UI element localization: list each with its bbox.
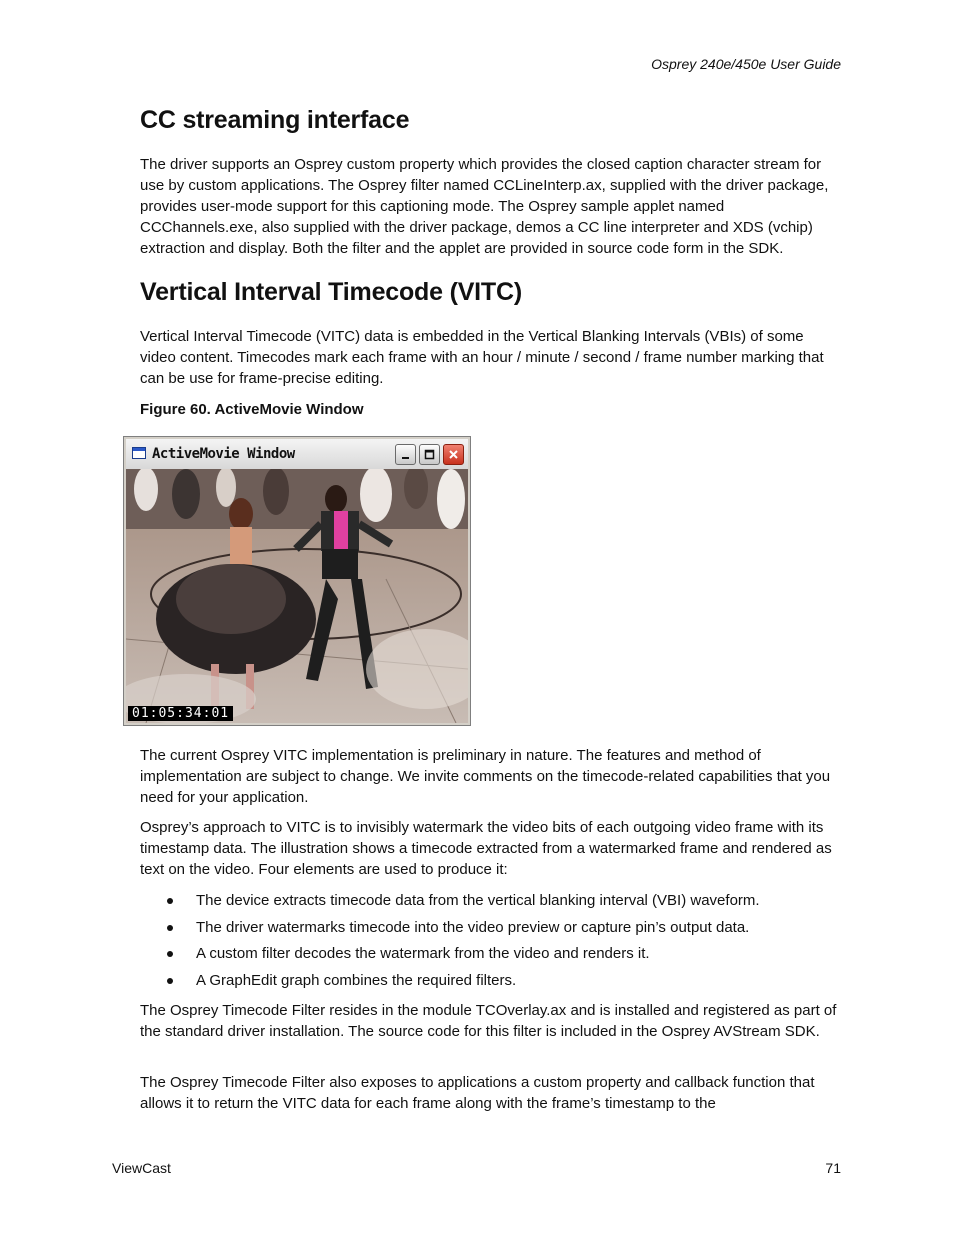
body-paragraph: The current Osprey VITC implementation is preliminary in nature. The features and method of implementation are subject to change. We invite comments on the timecode-related capabilities that you need for your application.	[140, 747, 831, 806]
list-item: A GraphEdit graph combines the required filters.	[140, 970, 840, 991]
timecode-overlay: 01:05:34:01	[128, 706, 233, 721]
bullet-icon	[167, 978, 173, 984]
footer-company: ViewCast	[112, 1160, 171, 1176]
list-item: A custom filter decodes the watermark from the video and renders it.	[140, 943, 840, 964]
figure-caption: Figure 60. ActiveMovie Window	[140, 401, 364, 418]
section-cc-streaming	[140, 106, 840, 135]
maximize-button[interactable]	[419, 444, 440, 465]
list-item: The driver watermarks timecode into the video preview or capture pin’s output data.	[140, 917, 840, 938]
body-paragraph: The driver supports an Osprey custom property which provides the closed caption character stream for use by custom applications. The Osprey filter named CCLineInterp.ax, supplied with the driver package, provides user-mode support for this captioning mode. The Osprey sample applet named CCChannels.exe, also supplied with the driver package, demos a CC line interpreter and XDS (vchip) extraction and display. Both the filter and the applet are provided in source code form in the SDK.	[140, 156, 829, 257]
section-heading: Vertical Interval Timecode (VITC)	[140, 278, 522, 306]
body-paragraph: Vertical Interval Timecode (VITC) data is embedded in the Vertical Blanking Intervals (VBIs) of some video content. Timecodes mark each frame with an hour / minute / second / frame number marking that can be use for frame-precise editing.	[140, 328, 824, 387]
page-number: 71	[825, 1160, 841, 1176]
close-icon	[448, 449, 459, 460]
bullet-list	[140, 890, 840, 991]
bullet-icon	[167, 898, 173, 904]
window-title: ActiveMovie Window	[152, 446, 295, 462]
video-frame	[126, 469, 468, 723]
list-item: The device extracts timecode data from the vertical blanking interval (VBI) waveform.	[140, 890, 840, 911]
body-paragraph: Osprey’s approach to VITC is to invisibly watermark the video bits of each outgoing video frame with its timestamp data. The illustration shows a timecode extracted from a watermarked frame and rendered as text on the video. Four elements are used to produce it:	[140, 819, 832, 878]
section-heading: CC streaming interface	[140, 106, 410, 134]
maximize-icon	[424, 449, 435, 460]
section-vitc	[140, 278, 840, 307]
bullet-icon	[167, 951, 173, 957]
close-button[interactable]	[443, 444, 464, 465]
bullet-icon	[167, 925, 173, 931]
window-titlebar	[126, 439, 468, 469]
body-paragraph: The Osprey Timecode Filter also exposes to applications a custom property and callback function that allows it to return the VITC data for each frame along with the frame’s timestamp to the	[140, 1074, 815, 1112]
minimize-icon	[400, 449, 411, 460]
minimize-button[interactable]	[395, 444, 416, 465]
app-window-icon	[132, 447, 146, 459]
dance-scene-image	[126, 469, 468, 723]
activemovie-window-figure	[123, 436, 471, 726]
running-header: Osprey 240e/450e User Guide	[651, 56, 841, 72]
body-paragraph: The Osprey Timecode Filter resides in the module TCOverlay.ax and is installed and registered as part of the standard driver installation. The source code for this filter is included in the Osprey AVStream SDK.	[140, 1002, 837, 1040]
